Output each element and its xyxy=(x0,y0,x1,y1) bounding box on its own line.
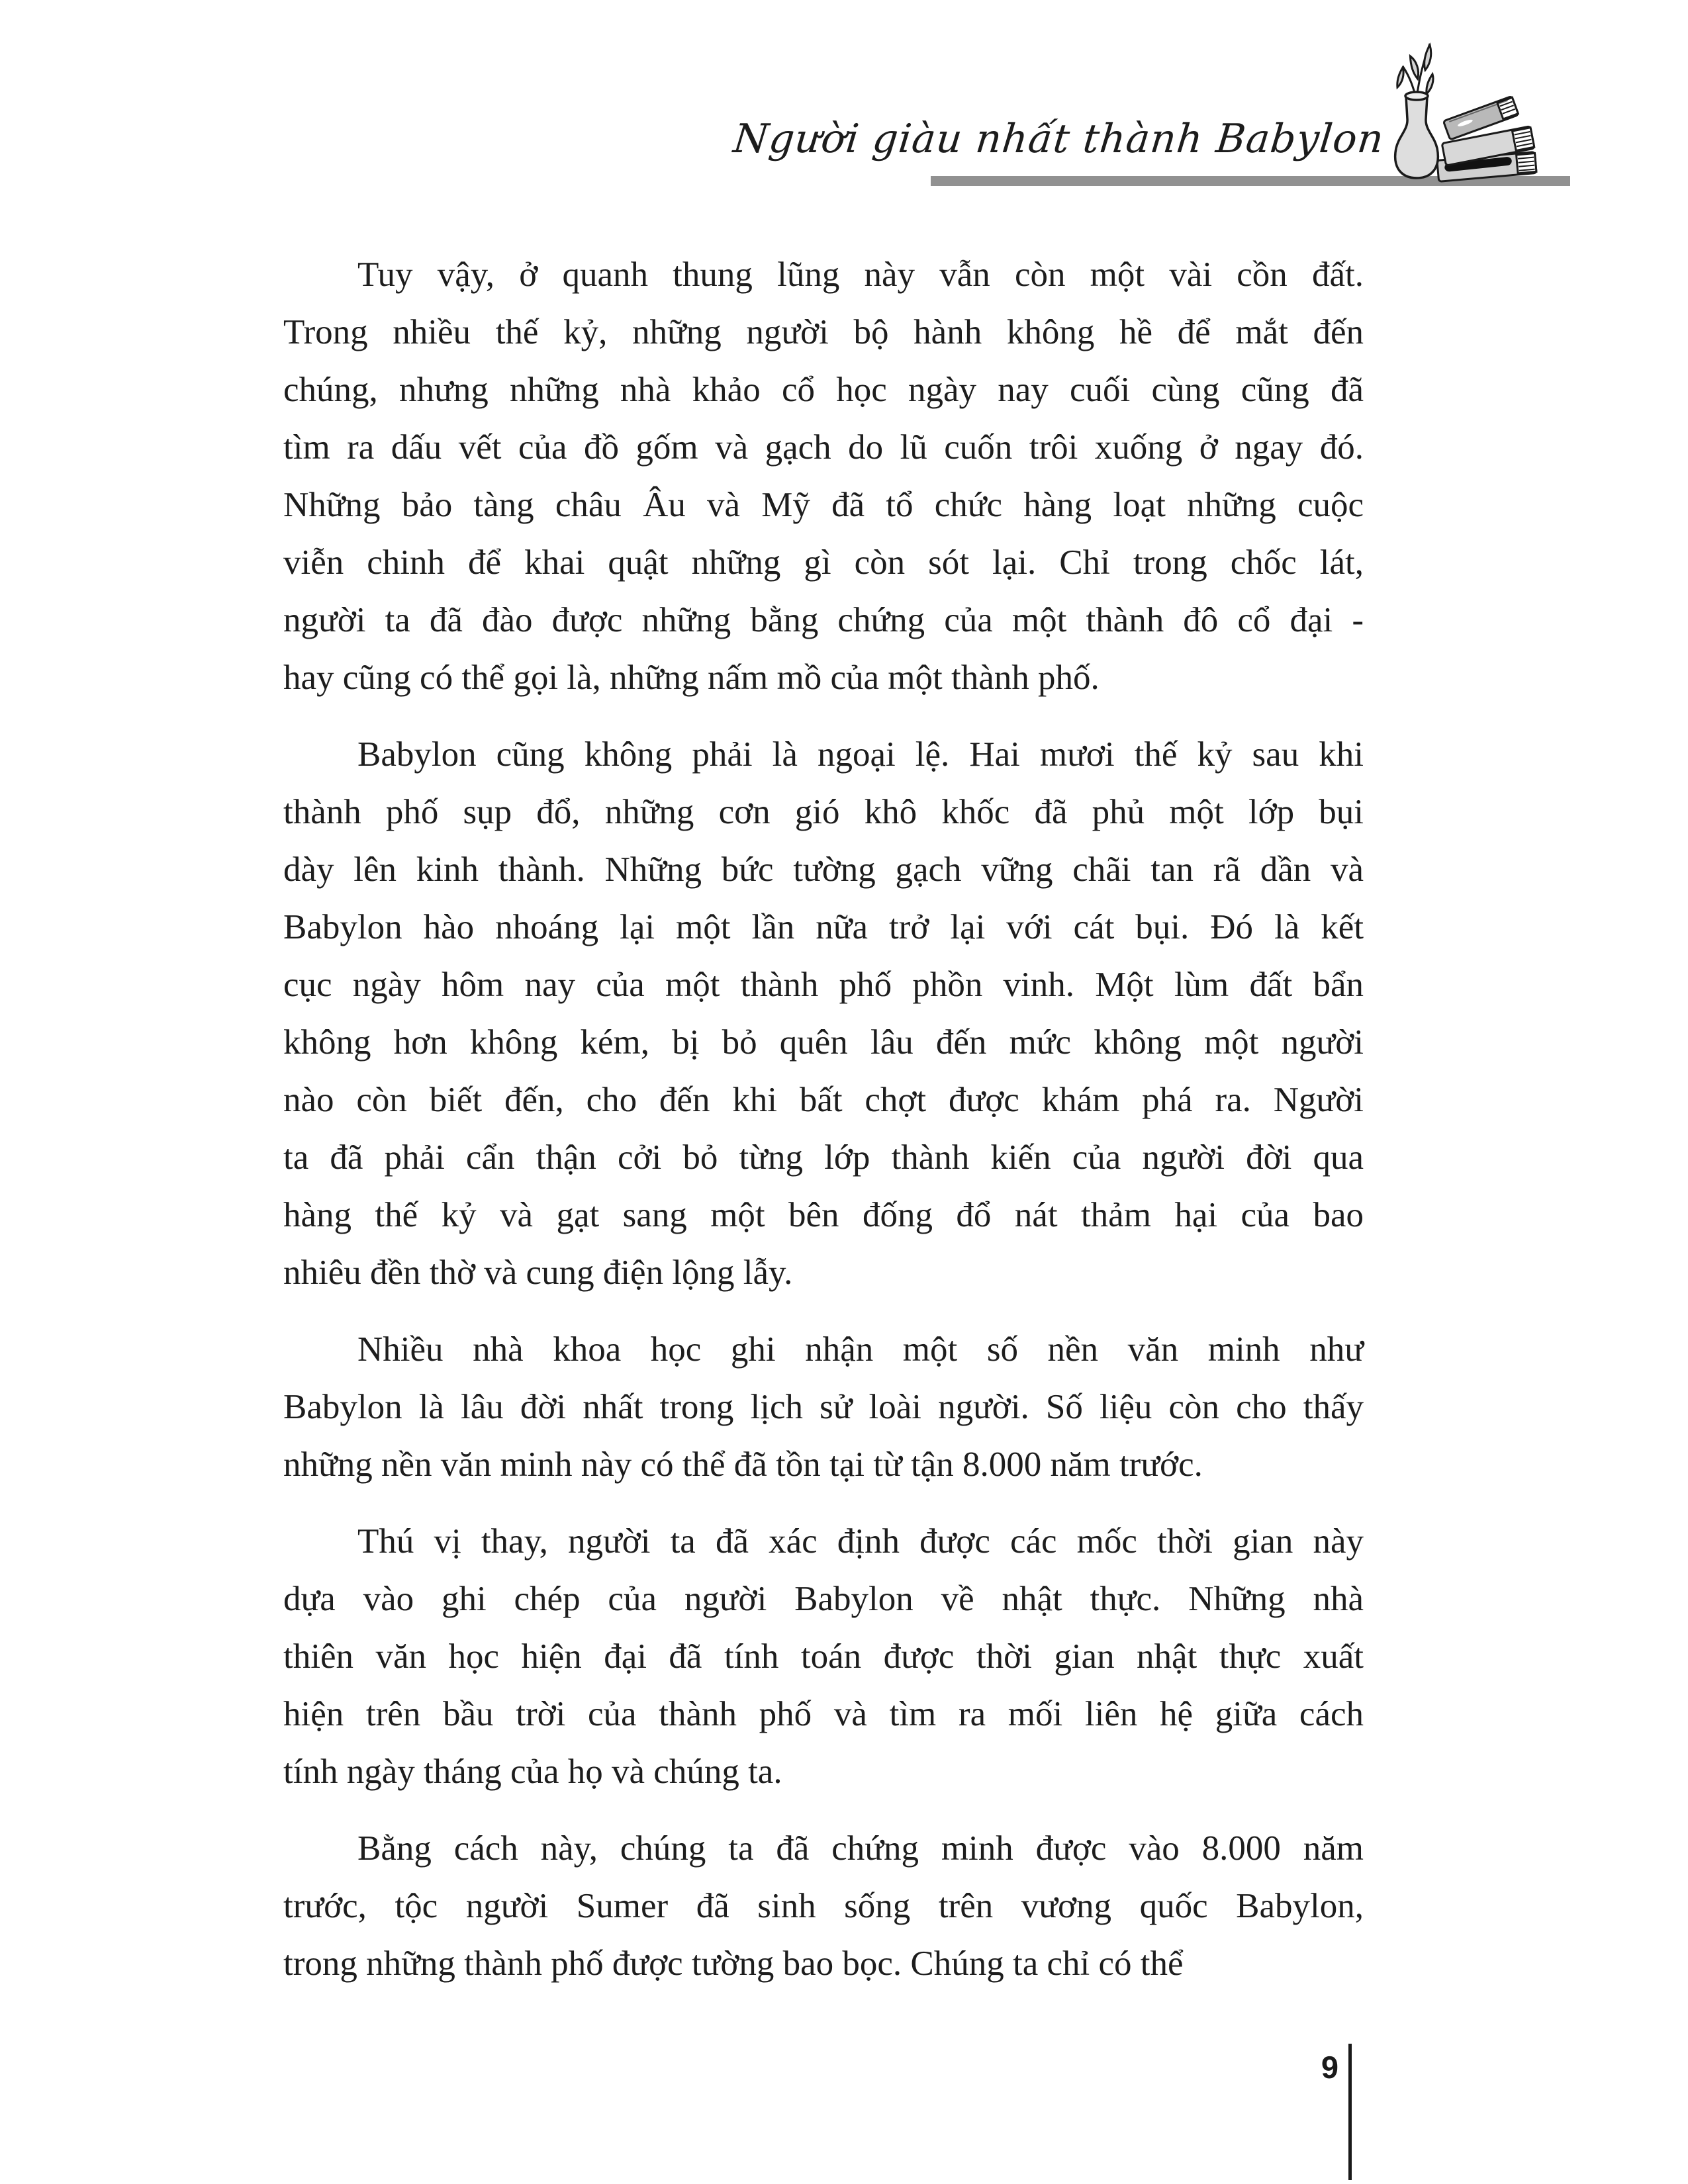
paragraph-line: dựa vào ghi chép của người Babylon về nhật thực. Những nhà xyxy=(283,1580,1364,1618)
paragraph xyxy=(283,726,1364,1302)
vase-books-illustration xyxy=(1350,37,1549,193)
paragraph-line: chúng, nhưng những nhà khảo cổ học ngày nay cuối cùng cũng đã xyxy=(283,371,1364,409)
paragraph-line: nhiêu đền thờ và cung điện lộng lẫy. xyxy=(283,1253,793,1292)
paragraph-line: thành phố sụp đổ, những cơn gió khô khốc đã phủ một lớp bụi xyxy=(283,793,1364,831)
paragraph-line: ta đã phải cẩn thận cởi bỏ từng lớp thành kiến của người đời qua xyxy=(283,1138,1364,1177)
paragraph-line: trước, tộc người Sumer đã sinh sống trên vương quốc Babylon, xyxy=(283,1887,1364,1925)
paragraph-line: Thú vị thay, người ta đã xác định được các mốc thời gian này xyxy=(357,1522,1364,1561)
paragraph-line: hay cũng có thể gọi là, những nấm mồ của một thành phố. xyxy=(283,659,1100,697)
paragraph-line: Trong nhiều thế kỷ, những người bộ hành không hề để mắt đến xyxy=(283,313,1364,351)
body-text xyxy=(283,246,1364,1993)
paragraph-line: cục ngày hôm nay của một thành phố phồn vinh. Một lùm đất bẩn xyxy=(283,966,1364,1004)
plant-icon xyxy=(1397,44,1433,98)
paragraph-line: Nhiều nhà khoa học ghi nhận một số nền văn minh như xyxy=(357,1330,1364,1369)
paragraph xyxy=(283,1321,1364,1494)
paragraph xyxy=(283,1513,1364,1801)
running-head-title: Người giàu nhất thành Babylon xyxy=(731,116,1386,162)
paragraph-line: Bằng cách này, chúng ta đã chứng minh được vào 8.000 năm xyxy=(357,1829,1364,1868)
paragraph xyxy=(283,246,1364,707)
paragraph-line: trong những thành phố được tường bao bọc. Chúng ta chỉ có thể xyxy=(283,1944,1184,1983)
paragraph-line: Babylon là lâu đời nhất trong lịch sử loài người. Số liệu còn cho thấy xyxy=(283,1388,1364,1426)
paragraph-line: tính ngày tháng của họ và chúng ta. xyxy=(283,1752,782,1791)
paragraph-line: hàng thế kỷ và gạt sang một bên đống đổ nát thảm hại của bao xyxy=(283,1196,1364,1234)
paragraph-line: hiện trên bầu trời của thành phố và tìm ra mối liên hệ giữa cách xyxy=(283,1695,1364,1733)
footer-rule xyxy=(1348,2044,1352,2180)
paragraph xyxy=(283,1820,1364,1993)
books-icon xyxy=(1437,96,1536,181)
paragraph-line: nào còn biết đến, cho đến khi bất chợt được khám phá ra. Người xyxy=(283,1081,1364,1119)
page-number: 9 xyxy=(1321,2050,1338,2085)
paragraph-line: những nền văn minh này có thể đã tồn tại từ tận 8.000 năm trước. xyxy=(283,1445,1203,1484)
paragraph-line: người ta đã đào được những bằng chứng của một thành đô cổ đại - xyxy=(283,601,1364,639)
paragraph-line: Những bảo tàng châu Âu và Mỹ đã tổ chức hàng loạt những cuộc xyxy=(283,486,1364,524)
paragraph-line: tìm ra dấu vết của đồ gốm và gạch do lũ cuốn trôi xuống ở ngay đó. xyxy=(283,428,1364,467)
paragraph-line: dày lên kinh thành. Những bức tường gạch vững chãi tan rã dần và xyxy=(283,850,1364,889)
paragraph-line: không hơn không kém, bị bỏ quên lâu đến mức không một người xyxy=(283,1023,1364,1062)
paragraph-line: Tuy vậy, ở quanh thung lũng này vẫn còn một vài cồn đất. xyxy=(357,255,1364,294)
paragraph-line: Babylon cũng không phải là ngoại lệ. Hai mươi thế kỷ sau khi xyxy=(357,735,1364,774)
paragraph-line: thiên văn học hiện đại đã tính toán được thời gian nhật thực xuất xyxy=(283,1637,1364,1676)
paragraph-line: Babylon hào nhoáng lại một lần nữa trở lại với cát bụi. Đó là kết xyxy=(283,908,1364,946)
vase-icon xyxy=(1395,92,1438,178)
paragraph-line: viễn chinh để khai quật những gì còn sót lại. Chỉ trong chốc lát, xyxy=(283,543,1364,582)
